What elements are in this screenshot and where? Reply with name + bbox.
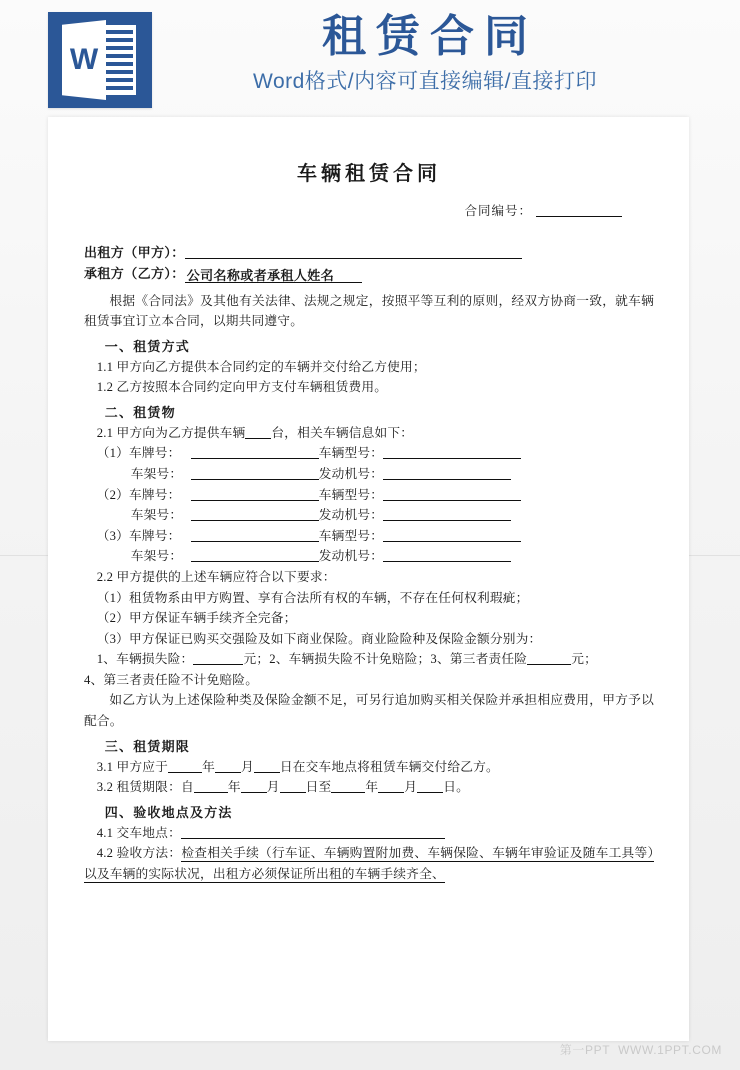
- clause-3-2-a: 3.2 租赁期限：自: [96, 780, 194, 795]
- clause-2-1-post: 台，相关车辆信息如下：: [271, 425, 414, 440]
- contract-number-blank[interactable]: [536, 216, 622, 217]
- lessor-label: 出租方（甲方）：: [84, 244, 185, 260]
- insurance-amounts-line: [84, 649, 654, 670]
- clause-3-1-a: 3.1 甲方应于: [96, 759, 169, 774]
- clause-3-2-d: 日至: [305, 780, 332, 795]
- clause-3-1-month-blank[interactable]: [215, 772, 241, 773]
- clause-2-1: [84, 423, 654, 444]
- preamble-paragraph: 根据《合同法》及其他有关法律、法规之规定，按照平等互利的原则，经双方协商一致，就车辆租赁事宜订立本合同，以期共同遵守。: [84, 293, 654, 329]
- clause-3-2-start-month-blank[interactable]: [241, 792, 267, 793]
- contract-number-row: [84, 205, 622, 218]
- banner-subtitle: Word格式/内容可直接编辑/直接打印: [253, 69, 597, 93]
- vehicle-1-model-label: 车辆型号：: [318, 446, 384, 461]
- clause-3-2-start-year-blank[interactable]: [194, 792, 228, 793]
- vehicle-1-engine-blank[interactable]: [383, 479, 511, 480]
- clause-4-2-label: 4.2 验收方法：: [96, 846, 182, 861]
- vehicle-2-engine-blank[interactable]: [383, 520, 511, 521]
- clause-3-1-b: 年: [202, 759, 215, 774]
- vehicle-2-plate-blank[interactable]: [191, 500, 319, 501]
- clause-3-2-end-month-blank[interactable]: [378, 792, 404, 793]
- lessor-blank[interactable]: [185, 258, 522, 259]
- vehicle-1-engine-label: 发动机号：: [318, 467, 384, 482]
- clause-3-1-day-blank[interactable]: [254, 772, 280, 773]
- insurance-items-2-3-label: 元；2、车辆损失险不计免赔险；3、第三者责任险: [243, 652, 528, 667]
- vehicle-3-index-plate-label: （3）车牌号：: [96, 528, 181, 543]
- clause-3-2-e: 年: [365, 780, 379, 795]
- clause-4-2: [84, 843, 654, 884]
- clause-4-1: [84, 823, 654, 844]
- clause-4-2-text: 检查相关手续（行车证、车辆购置附加费、车辆保险、车辆年审验证及随车工具等）以及车辆的实际状况，出租方必须保证所出租的车辆手续齐全、: [84, 846, 654, 881]
- vehicle-2-index-plate-label: （2）车牌号：: [96, 487, 181, 502]
- vehicle-3-engine-blank[interactable]: [383, 561, 511, 562]
- clause-2-1-pre: 2.1 甲方向为乙方提供车辆: [96, 425, 246, 440]
- vehicle-1-vin-label: 车架号：: [130, 467, 183, 482]
- vehicle-2-vin-label: 车架号：: [130, 508, 183, 523]
- page-fold-divider-right: [689, 555, 740, 556]
- vehicle-2-model-label: 车辆型号：: [318, 487, 384, 502]
- vehicle-3-model-blank[interactable]: [383, 541, 521, 542]
- vehicle-3-model-label: 车辆型号：: [318, 528, 384, 543]
- clause-3-2-end-year-blank[interactable]: [331, 792, 365, 793]
- vehicle-row-1-plate: [84, 443, 654, 464]
- vehicle-2-vin-blank[interactable]: [191, 520, 319, 521]
- vehicle-1-index-plate-label: （1）车牌号：: [96, 446, 181, 461]
- vehicle-count-blank[interactable]: [245, 438, 271, 439]
- document-page: [48, 117, 689, 1041]
- insurance-item-3-blank[interactable]: [527, 664, 571, 665]
- clause-3-1-c: 月: [240, 759, 254, 774]
- clause-1-2: 1.2 乙方按照本合同约定向甲方支付车辆租赁费用。: [96, 380, 388, 395]
- section-heading-1: 一、租赁方式: [104, 338, 190, 354]
- watermark-site: WWW.1PPT.COM: [618, 1043, 722, 1057]
- section-heading-3: 三、租赁期限: [104, 738, 190, 754]
- clause-3-2-g: 日。: [443, 780, 469, 795]
- clause-3-2-c: 月: [266, 780, 280, 795]
- document-title: 车辆租赁合同: [297, 163, 441, 185]
- word-icon-text-lines: [103, 30, 133, 90]
- parties-block: [84, 246, 654, 283]
- clause-4-1-label: 4.1 交车地点：: [96, 825, 181, 840]
- word-icon-letter: W: [69, 43, 99, 76]
- vehicle-1-plate-blank[interactable]: [191, 458, 319, 459]
- vehicle-1-model-blank[interactable]: [383, 458, 521, 459]
- contract-number-label: 合同编号：: [464, 204, 532, 218]
- lessor-row: [84, 246, 654, 259]
- vehicle-3-engine-label: 发动机号：: [318, 549, 384, 564]
- clause-1-1: 1.1 甲方向乙方提供本合同约定的车辆并交付给乙方使用；: [96, 359, 426, 374]
- clause-3-1-d: 日在交车地点将租赁车辆交付给乙方。: [279, 759, 499, 774]
- vehicle-row-2-vin: [84, 505, 654, 526]
- insurance-item-1-blank[interactable]: [193, 664, 243, 665]
- vehicle-3-plate-blank[interactable]: [191, 541, 319, 542]
- clause-3-1: [84, 757, 654, 778]
- vehicle-3-vin-blank[interactable]: [191, 561, 319, 562]
- insurance-note: 如乙方认为上述保险种类及保险金额不足，可另行追加购买相关保险并承担相应费用，甲方予以配合。: [84, 693, 654, 728]
- lessee-row: [84, 267, 654, 283]
- lessee-value[interactable]: 公司名称或者承租人姓名: [185, 269, 362, 283]
- lessee-label: 承租方（乙方）：: [84, 265, 185, 281]
- requirement-3: （3）甲方保证已购买交强险及如下商业保险。商业险险种及保险金额分别为：: [96, 631, 542, 646]
- vehicle-2-engine-label: 发动机号：: [318, 508, 384, 523]
- site-watermark: [560, 1041, 722, 1058]
- requirement-2: （2）甲方保证车辆手续齐全完备；: [96, 611, 297, 626]
- insurance-item-4: 4、第三者责任险不计免赔险。: [84, 672, 259, 687]
- section-heading-4: 四、验收地点及方法: [104, 804, 233, 820]
- page-fold-divider-left: [0, 555, 48, 556]
- vehicle-1-vin-blank[interactable]: [191, 479, 319, 480]
- clause-3-2-b: 年: [227, 780, 241, 795]
- vehicle-row-1-vin: [84, 464, 654, 485]
- vehicle-2-model-blank[interactable]: [383, 500, 521, 501]
- banner-title: 租赁合同: [322, 12, 538, 61]
- delivery-location-blank[interactable]: [181, 838, 445, 839]
- clause-2-2: 2.2 甲方提供的上述车辆应符合以下要求：: [96, 569, 336, 584]
- section-heading-2: 二、租赁物: [104, 404, 176, 420]
- document-body: [84, 139, 654, 885]
- insurance-item-1-label: 1、车辆损失险：: [96, 652, 194, 667]
- vehicle-row-2-plate: [84, 485, 654, 506]
- insurance-unit-suffix: 元；: [571, 652, 597, 667]
- vehicle-row-3-plate: [84, 526, 654, 547]
- header-text-block: [165, 0, 685, 117]
- clause-3-2-end-day-blank[interactable]: [417, 792, 443, 793]
- watermark-brand: 第一PPT: [559, 1043, 611, 1057]
- vehicle-row-3-vin: [84, 546, 654, 567]
- word-document-icon: [48, 12, 152, 108]
- clause-3-2-start-day-blank[interactable]: [280, 792, 306, 793]
- clause-3-2-f: 月: [404, 780, 418, 795]
- requirement-1: （1）租赁物系由甲方购置、享有合法所有权的车辆，不存在任何权利瑕疵；: [96, 590, 529, 605]
- clause-3-1-year-blank[interactable]: [168, 772, 202, 773]
- header-banner: [0, 0, 740, 117]
- vehicle-3-vin-label: 车架号：: [130, 549, 183, 564]
- clause-3-2: [84, 777, 654, 798]
